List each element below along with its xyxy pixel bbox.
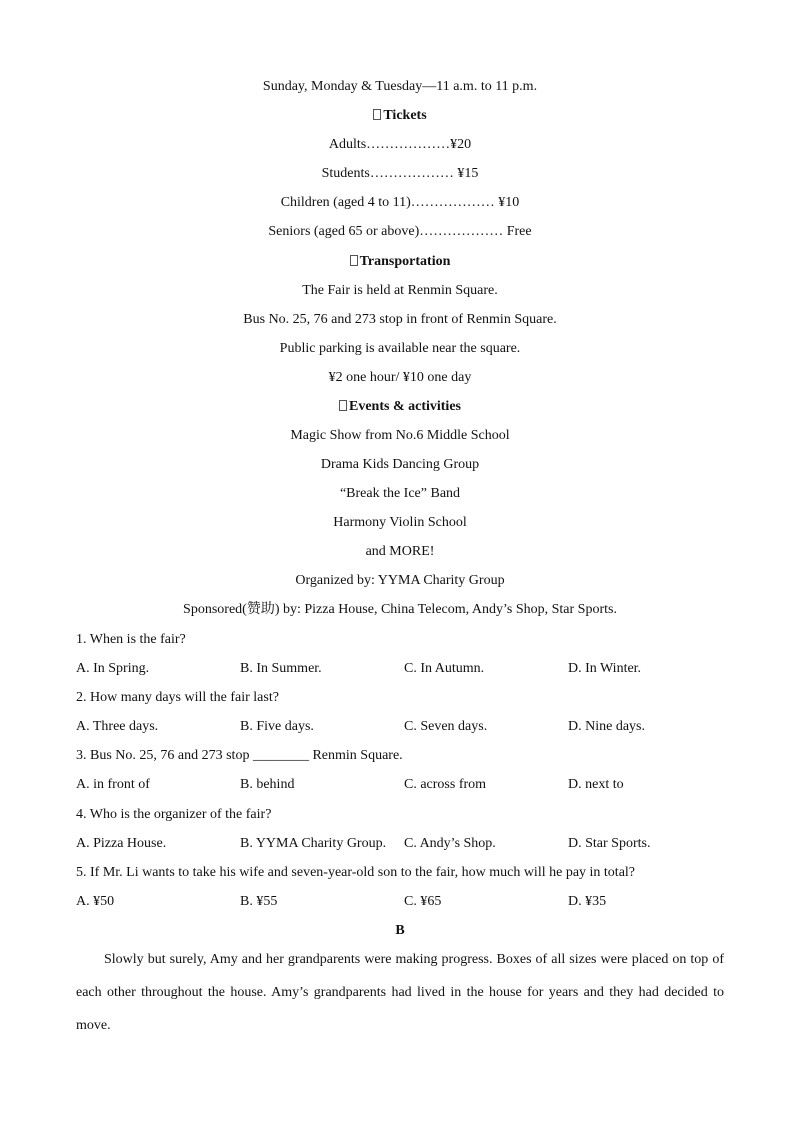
option-b: B. YYMA Charity Group.	[240, 836, 387, 851]
event-row-band: “Break the Ice” Band	[339, 486, 461, 501]
question-1-options	[76, 660, 736, 678]
tickets-heading	[0, 107, 800, 125]
organizer-line: Organized by: YYMA Charity Group	[295, 573, 505, 588]
question-4: 4. Who is the organizer of the fair?	[76, 807, 272, 822]
option-d: D. Nine days.	[568, 719, 645, 734]
question-4-options	[76, 835, 736, 853]
event-row-drama: Drama Kids Dancing Group	[320, 457, 480, 472]
option-a: A. ¥50	[76, 894, 115, 909]
section-b-paragraph: Slowly but surely, Amy and her grandparents were making progress. Boxes of all sizes were placed on top of each other throughout the house. Amy’s grandparents had lived in the house for years and they had decided to move.	[76, 952, 724, 1033]
option-d: D. ¥35	[568, 894, 607, 909]
bullet-box-icon	[373, 109, 381, 120]
events-heading-label: Events & activities	[349, 399, 461, 414]
transport-row-bus: Bus No. 25, 76 and 273 stop in front of Renmin Square.	[243, 312, 557, 327]
transport-row-price: ¥2 one hour/ ¥10 one day	[328, 370, 472, 385]
option-b: B. behind	[240, 777, 295, 792]
ticket-row-children: Children (aged 4 to 11)……………… ¥10	[280, 195, 520, 210]
option-a: A. Pizza House.	[76, 836, 167, 851]
transportation-heading	[0, 253, 800, 271]
event-row-magic: Magic Show from No.6 Middle School	[290, 428, 510, 443]
option-c: C. across from	[404, 777, 487, 792]
event-row-violin: Harmony Violin School	[333, 515, 467, 530]
bullet-box-icon	[350, 255, 358, 266]
events-heading	[0, 398, 800, 416]
option-c: C. Seven days.	[404, 719, 488, 734]
ticket-row-adults: Adults………………¥20	[328, 137, 472, 152]
transportation-heading-label: Transportation	[359, 254, 451, 269]
option-c: C. In Autumn.	[404, 661, 485, 676]
schedule-line: Sunday, Monday & Tuesday—11 a.m. to 11 p.m.	[262, 79, 538, 94]
option-c: C. Andy’s Shop.	[404, 836, 496, 851]
transport-row-parking: Public parking is available near the square.	[279, 341, 521, 356]
tickets-heading-label: Tickets	[383, 108, 427, 123]
ticket-row-seniors: Seniors (aged 65 or above)……………… Free	[268, 224, 532, 239]
question-3-options	[76, 776, 736, 794]
bullet-box-icon	[339, 400, 347, 411]
option-b: B. In Summer.	[240, 661, 322, 676]
option-d: D. next to	[568, 777, 624, 792]
option-d: D. In Winter.	[568, 661, 642, 676]
ticket-row-students: Students……………… ¥15	[321, 166, 479, 181]
option-a: A. Three days.	[76, 719, 159, 734]
question-1: 1. When is the fair?	[76, 632, 186, 647]
option-b: B. Five days.	[240, 719, 314, 734]
option-c: C. ¥65	[404, 894, 442, 909]
question-2: 2. How many days will the fair last?	[76, 690, 279, 705]
option-a: A. In Spring.	[76, 661, 150, 676]
section-b-heading: B	[395, 923, 405, 938]
event-row-more: and MORE!	[365, 544, 435, 559]
question-2-options	[76, 718, 736, 736]
option-a: A. in front of	[76, 777, 150, 792]
sponsors-line: Sponsored(赞助) by: Pizza House, China Telecom, Andy’s Shop, Star Sports.	[183, 602, 617, 617]
option-d: D. Star Sports.	[568, 836, 651, 851]
option-b: B. ¥55	[240, 894, 278, 909]
question-3: 3. Bus No. 25, 76 and 273 stop ________ Renmin Square.	[76, 748, 403, 763]
transport-row-location: The Fair is held at Renmin Square.	[302, 283, 498, 298]
question-5: 5. If Mr. Li wants to take his wife and seven-year-old son to the fair, how much will he pay in total?	[76, 865, 636, 880]
question-5-options	[76, 893, 736, 911]
